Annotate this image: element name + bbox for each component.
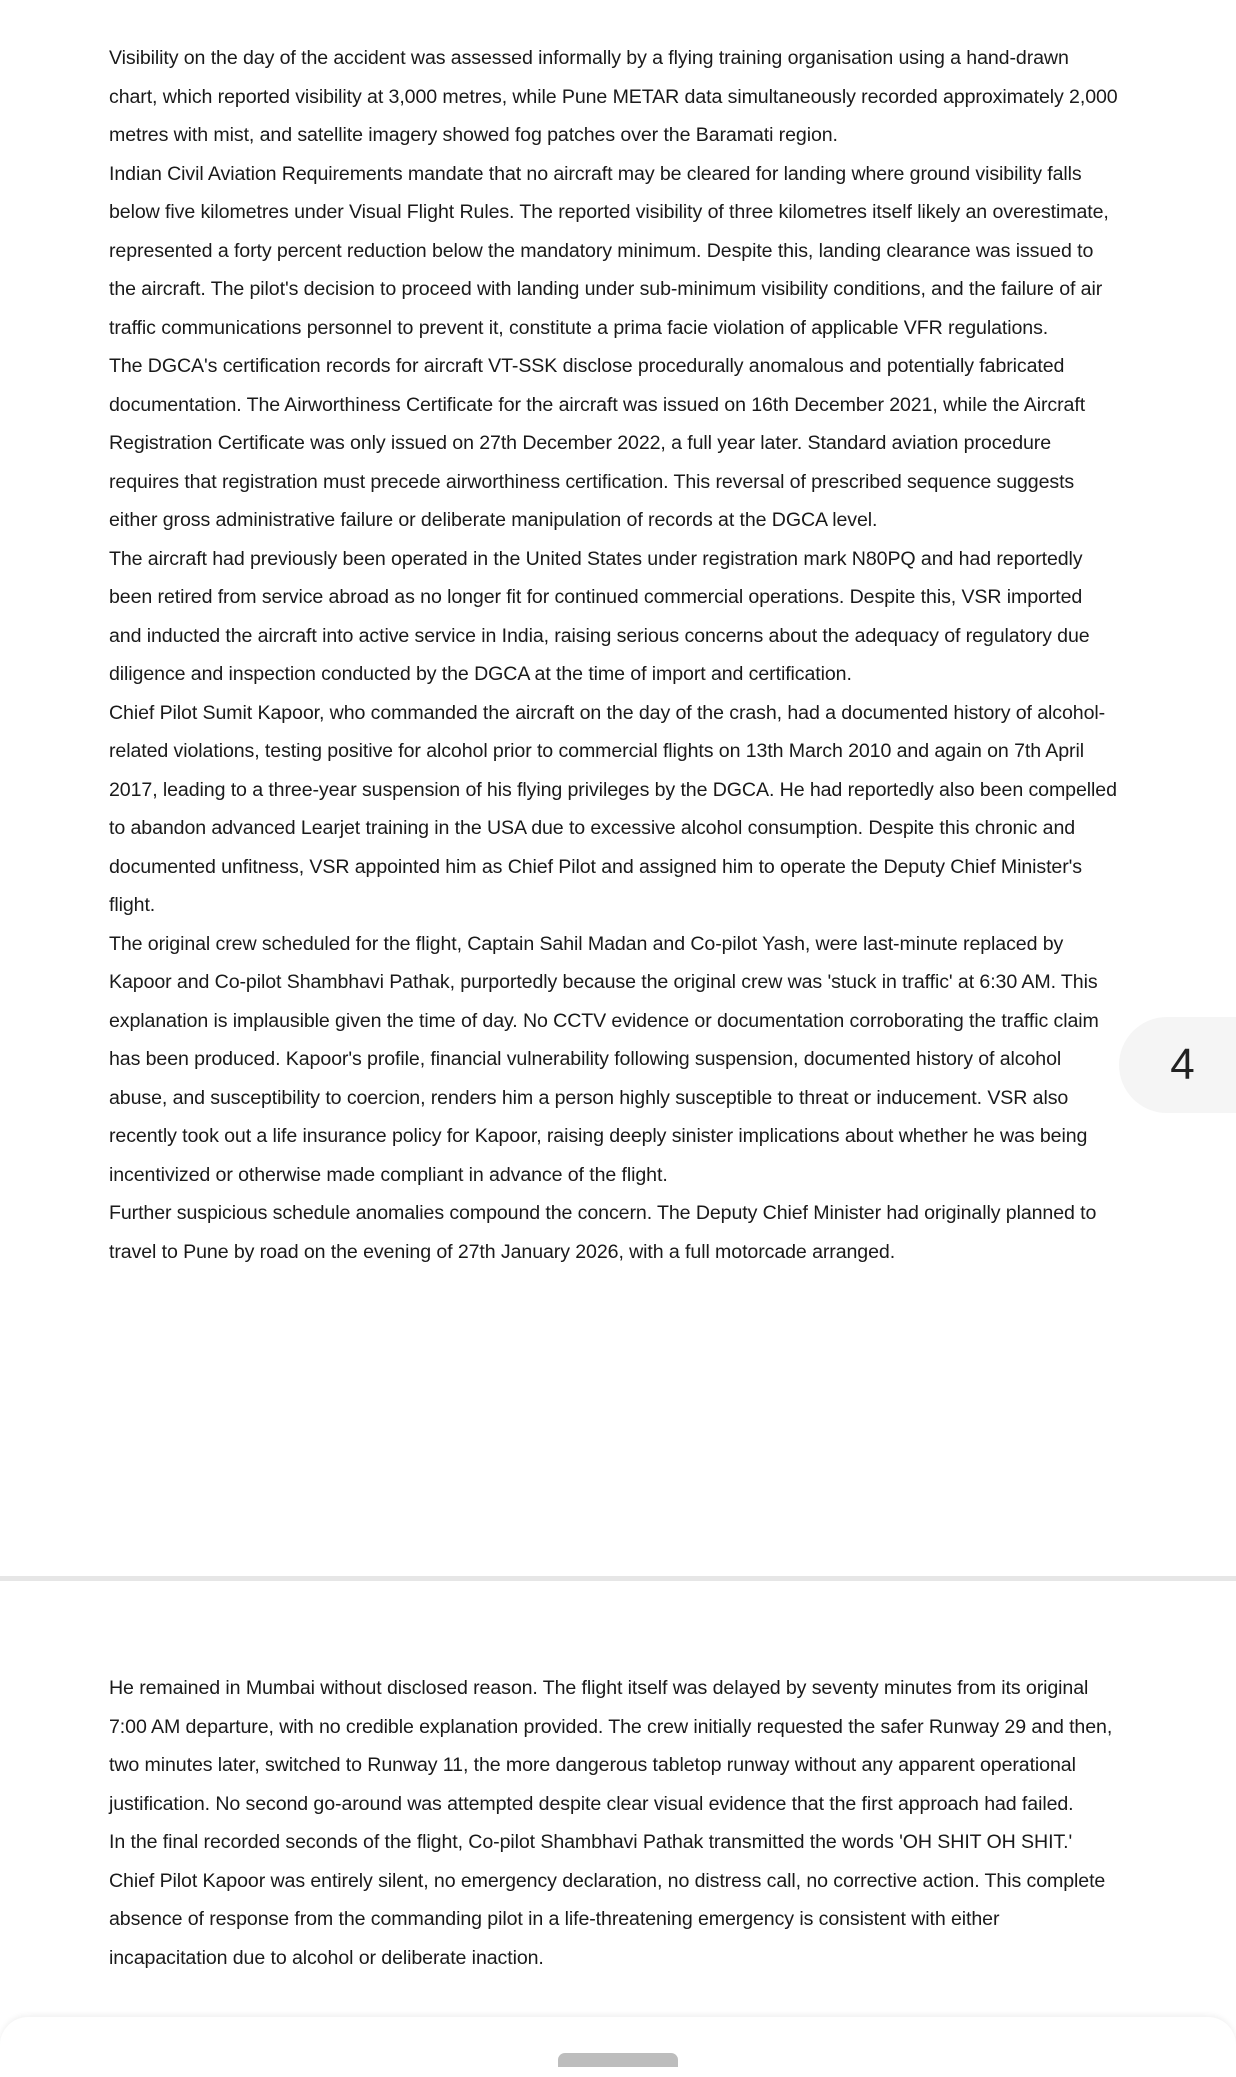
page-number: 4 <box>1170 1040 1195 1089</box>
page-separator <box>0 1576 1236 1581</box>
document-page <box>0 1584 1236 2061</box>
paragraph: The DGCA's certification records for aircraft VT-SSK disclose procedurally anomalous and potentially fabricated documentation. The Airworthiness Certificate for the aircraft was issued on 16th December 2021, while the Aircraft Registration Certificate was only issued on 27th December 2022, a full year later. Standard aviation procedure requires that registration must precede airworthiness certification. This reversal of prescribed sequence suggests either gross administrative failure or deliberate manipulation of records at the DGCA level. <box>109 355 1086 531</box>
page-number-indicator[interactable] <box>1119 1017 1236 1113</box>
paragraph: He remained in Mumbai without disclosed reason. The flight itself was delayed by seventy minutes from its original 7:00 AM departure, with no credible explanation provided. The crew initially requested the safer Runway 29 and then, two minutes later, switched to Runway 11, the more dangerous tabletop runway without any apparent operational justification. No second go-around was attempted despite clear visual evidence that the first approach had failed. <box>109 1677 1113 1815</box>
paragraph: Visibility on the day of the accident was assessed informally by a flying training organisation using a hand-drawn chart, which reported visibility at 3,000 metres, while Pune METAR data simultaneously recorded approximately 2,000 metres with mist, and satellite imagery showed fog patches over the Baramati region. <box>109 47 1118 146</box>
drag-handle[interactable] <box>558 2053 678 2067</box>
paragraph: The original crew scheduled for the flight, Captain Sahil Madan and Co-pilot Yash, were last-minute replaced by Kapoor and Co-pilot Shambhavi Pathak, purportedly because the original crew was 'stuck in traffic' at 6:30 AM. This explanation is implausible given the time of day. No CCTV evidence or documentation corroborating the traffic claim has been produced. Kapoor's profile, financial vulnerability following suspension, documented history of alcohol abuse, and susceptibility to coercion, renders him a person highly susceptible to threat or inducement. VSR also recently took out a life insurance policy for Kapoor, raising deeply sinister implications about whether he was being incentivized or otherwise made compliant in advance of the flight. <box>109 932 1099 1186</box>
page-text <box>109 1669 1119 1977</box>
paragraph: Indian Civil Aviation Requirements mandate that no aircraft may be cleared for landing where ground visibility falls below five kilometres under Visual Flight Rules. The reported visibility of three kilometres itself likely an overestimate, represented a forty percent reduction below the mandatory minimum. Despite this, landing clearance was issued to the aircraft. The pilot's decision to proceed with landing under sub-minimum visibility conditions, and the failure of air traffic communications personnel to prevent it, constitute a prima facie violation of applicable VFR regulations. <box>109 162 1109 339</box>
paragraph: Chief Pilot Sumit Kapoor, who commanded the aircraft on the day of the crash, had a documented history of alcohol-related violations, testing positive for alcohol prior to commercial flights on 13th March 2010 and again on 7th April 2017, leading to a three-year suspension of his flying privileges by the DGCA. He had reportedly also been compelled to abandon advanced Learjet training in the USA due to excessive alcohol consumption. Despite this chronic and documented unfitness, VSR appointed him as Chief Pilot and assigned him to operate the Deputy Chief Minister's flight. <box>109 701 1117 916</box>
paragraph: In the final recorded seconds of the flight, Co-pilot Shambhavi Pathak transmitted the words 'OH SHIT OH SHIT.' Chief Pilot Kapoor was entirely silent, no emergency declaration, no distress call, no corrective action. This complete absence of response from the commanding pilot in a life-threatening emergency is consistent with either incapacitation due to alcohol or deliberate inaction. <box>109 1831 1106 1969</box>
bottom-sheet[interactable] <box>0 2017 1236 2077</box>
paragraph: Further suspicious schedule anomalies compound the concern. The Deputy Chief Minister had originally planned to travel to Pune by road on the evening of 27th January 2026, with a full motorcade arranged. <box>109 1202 1097 1263</box>
paragraph: The aircraft had previously been operated in the United States under registration mark N80PQ and had reportedly been retired from service abroad as no longer fit for continued commercial operations. Despite this, VSR imported and inducted the aircraft into active service in India, raising serious concerns about the adequacy of regulatory due diligence and inspection conducted by the DGCA at the time of import and certification. <box>109 547 1090 685</box>
page-text <box>109 39 1119 1271</box>
